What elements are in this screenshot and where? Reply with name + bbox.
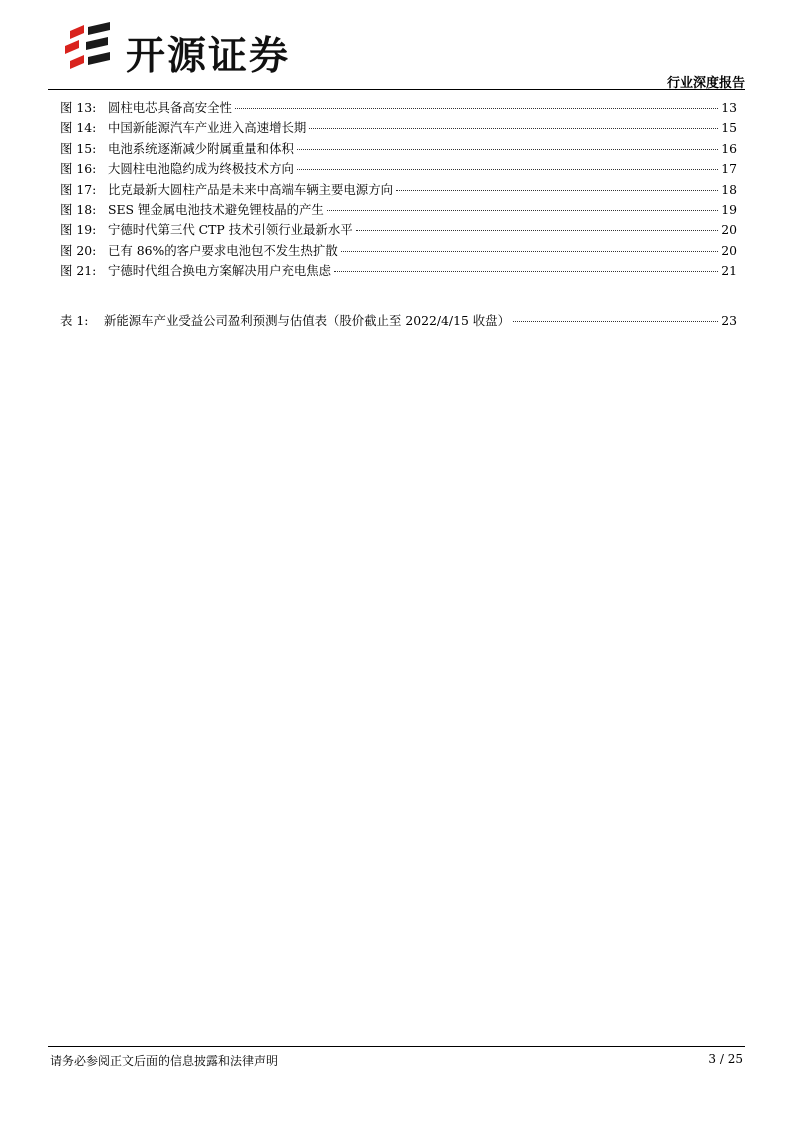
toc-entry-title: 已有 86%的客户要求电池包不发生热扩散 <box>108 242 338 258</box>
company-logo <box>62 22 302 79</box>
dot-leader <box>309 127 718 129</box>
toc-entry-title: 中国新能源汽车产业进入高速增长期 <box>108 120 307 136</box>
toc-entry-label: 图 18: <box>60 201 97 217</box>
dot-leader <box>396 189 718 191</box>
toc-entry[interactable] <box>60 139 737 159</box>
toc-entry-title: 比克最新大圆柱产品是未来中高端车辆主要电源方向 <box>108 181 393 197</box>
toc-entry[interactable] <box>60 261 737 281</box>
dot-leader <box>235 107 718 109</box>
toc-entry-title: SES 锂金属电池技术避免锂枝晶的产生 <box>108 201 324 217</box>
dot-leader <box>341 250 718 252</box>
toc-entry-title: 宁德时代组合换电方案解决用户充电焦虑 <box>108 263 332 279</box>
brand-name: 开源证券 <box>126 34 291 79</box>
toc-entry[interactable] <box>60 311 737 331</box>
dot-leader <box>356 229 719 231</box>
toc-entry[interactable] <box>60 241 737 261</box>
toc-entry-label: 图 20: <box>60 242 97 258</box>
toc-entry-title: 新能源车产业受益公司盈利预测与估值表（股价截止至 2022/4/15 收盘） <box>104 313 510 328</box>
table-list <box>60 311 737 331</box>
toc-entry-label: 图 19: <box>60 222 97 238</box>
toc-entry-title: 宁德时代第三代 CTP 技术引领行业最新水平 <box>108 222 353 238</box>
toc-entry-page: 19 <box>721 201 737 217</box>
toc-entry-label: 图 21: <box>60 263 97 279</box>
toc-entry-label: 图 13: <box>60 100 97 115</box>
toc-entry-page: 17 <box>721 161 737 177</box>
dot-leader <box>334 270 718 272</box>
figure-list <box>60 98 737 282</box>
toc-entry-label: 图 16: <box>60 161 97 177</box>
toc-entry[interactable] <box>60 118 737 138</box>
toc-entry-page: 21 <box>721 263 737 279</box>
footer-disclaimer: 请务必参阅正文后面的信息披露和法律声明 <box>50 1054 279 1068</box>
toc-entry[interactable] <box>60 220 737 240</box>
toc-entry-title: 电池系统逐渐减少附属重量和体积 <box>108 140 294 156</box>
toc-entry-label: 图 14: <box>60 120 97 136</box>
toc-entry-page: 15 <box>721 120 737 136</box>
dot-leader <box>297 148 718 150</box>
toc-entry-page: 23 <box>721 313 737 328</box>
toc-entry[interactable] <box>60 98 737 118</box>
toc-entry-title: 大圆柱电池隐约成为终极技术方向 <box>108 161 294 177</box>
logo-mark-icon <box>62 22 114 72</box>
toc-entry[interactable] <box>60 180 737 200</box>
dot-leader <box>297 168 718 170</box>
toc-entry-page: 20 <box>721 242 737 258</box>
report-type: 行业深度报告 <box>666 76 745 91</box>
toc-entry-label: 表 1: <box>60 313 89 328</box>
toc-entry-page: 16 <box>721 140 737 156</box>
toc-entry[interactable] <box>60 200 737 220</box>
toc-entry-label: 图 15: <box>60 140 97 156</box>
dot-leader <box>327 209 718 211</box>
toc-entry-label: 图 17: <box>60 181 97 197</box>
toc-entry-title: 圆柱电芯具备高安全性 <box>108 100 232 115</box>
page-number: 3 / 25 <box>708 1052 743 1066</box>
toc-entry-page: 20 <box>721 222 737 238</box>
toc-entry[interactable] <box>60 159 737 179</box>
footer-divider <box>48 1046 745 1047</box>
toc-entry-page: 18 <box>721 181 737 197</box>
header-divider <box>48 89 745 90</box>
toc-entry-page: 13 <box>721 100 737 115</box>
dot-leader <box>513 320 718 322</box>
